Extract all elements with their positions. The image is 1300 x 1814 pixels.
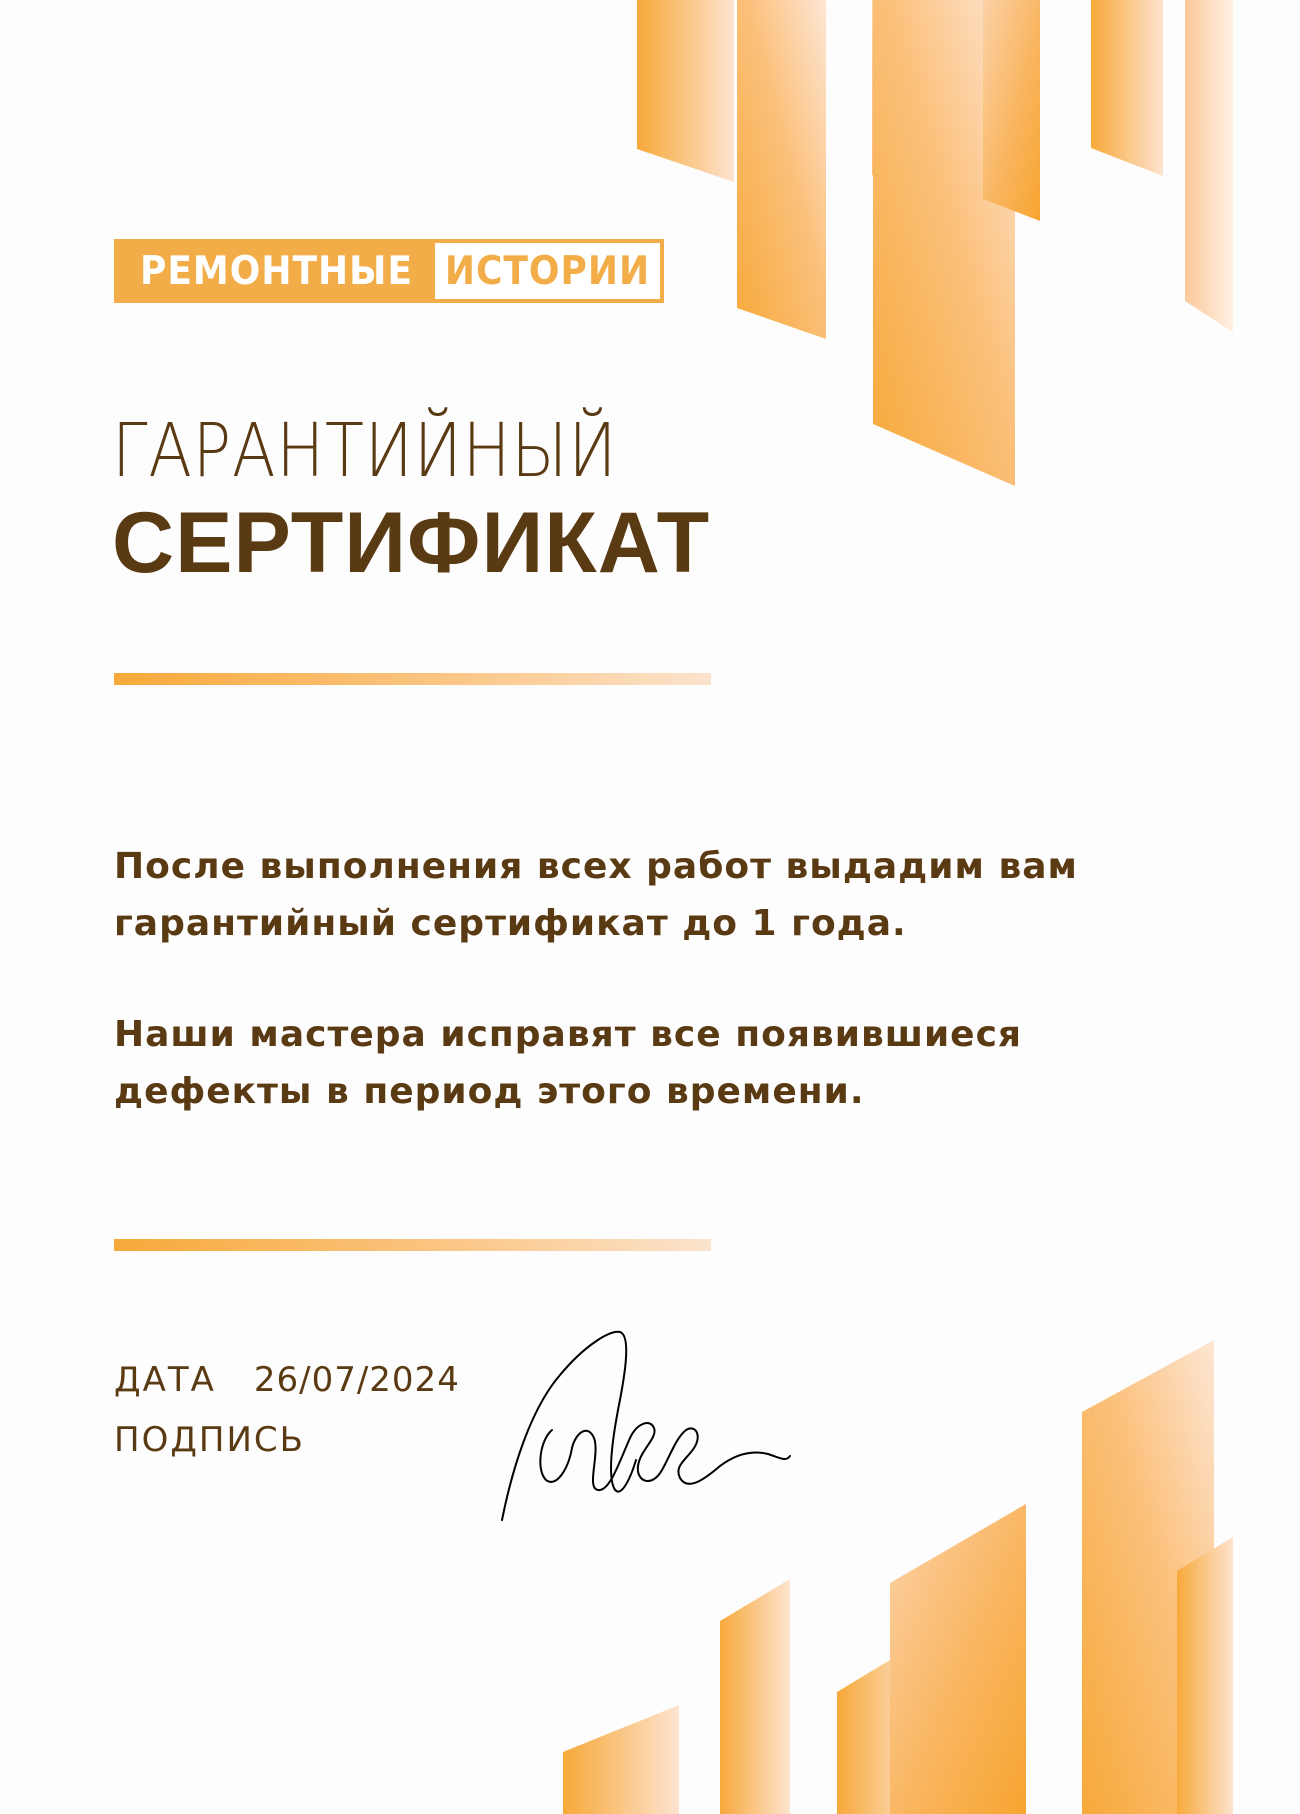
top-bars <box>637 0 1233 486</box>
date-label: ДАТА <box>114 1360 216 1400</box>
signature-row <box>114 1420 305 1460</box>
signature-label: ПОДПИСЬ <box>114 1420 305 1460</box>
brand-logo <box>114 239 664 303</box>
title-line-1: ГАРАНТИЙНЫЙ <box>112 408 618 494</box>
title-line-2: СЕРТИФИКАТ <box>112 495 711 591</box>
date-row <box>114 1360 460 1400</box>
logo-left-word: РЕМОНТНЫЕ <box>118 241 435 301</box>
date-value: 26/07/2024 <box>253 1360 460 1400</box>
divider-top <box>114 673 711 685</box>
body-paragraph-2 <box>114 1006 1174 1120</box>
logo-right-word: ИСТОРИИ <box>444 248 651 294</box>
body-paragraph-1 <box>114 838 1174 952</box>
body-paragraph-2-line-1: Наши мастера исправят все появившиеся <box>114 1014 1023 1055</box>
signature-icon <box>490 1320 810 1530</box>
body-paragraph-1-line-2: гарантийный сертификат до 1 года. <box>114 903 907 944</box>
body-paragraph-1-line-1: После выполнения всех работ выдадим вам <box>114 846 1078 887</box>
body-paragraph-2-line-2: дефекты в период этого времени. <box>114 1071 865 1112</box>
divider-bottom <box>114 1239 711 1251</box>
